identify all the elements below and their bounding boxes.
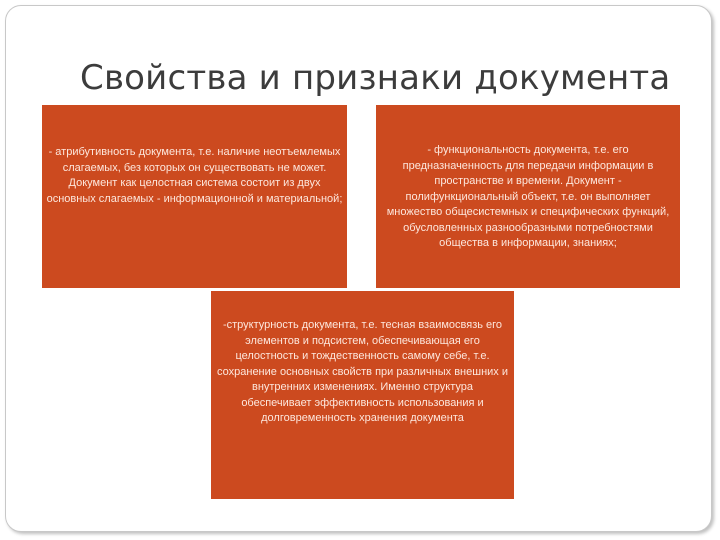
property-text: - функциональность документа, т.е. его предназначенность для передачи информации в пространстве и времени. Документ - полифункциональный объект, т.е. он выполняет множество общесистемных и специфических функций, обусловленных разнообразными потребностями общества в информации, знаниях; xyxy=(386,144,670,249)
property-box-functionality xyxy=(376,105,680,288)
property-box-structurality xyxy=(211,291,514,499)
property-text: - атрибутивность документа, т.е. наличие неотъемлемых слагаемых, без которых он существовать не может. Документ как целостная система состоит из двух основных слагаемых - информационной и материальной; xyxy=(46,146,343,205)
slide-title: Свойства и признаки документа xyxy=(80,58,671,98)
property-box-attributivity xyxy=(42,105,347,288)
property-text: -структурность документа, т.е. тесная взаимосвязь его элементов и подсистем, обеспечивающая его целостность и тождественность самому себе, т.е. сохранение основных свойств при различных внешних и внутренних изменениях. Именно структура обеспечивает эффективность использования и долговременность хранения документа xyxy=(217,319,508,424)
